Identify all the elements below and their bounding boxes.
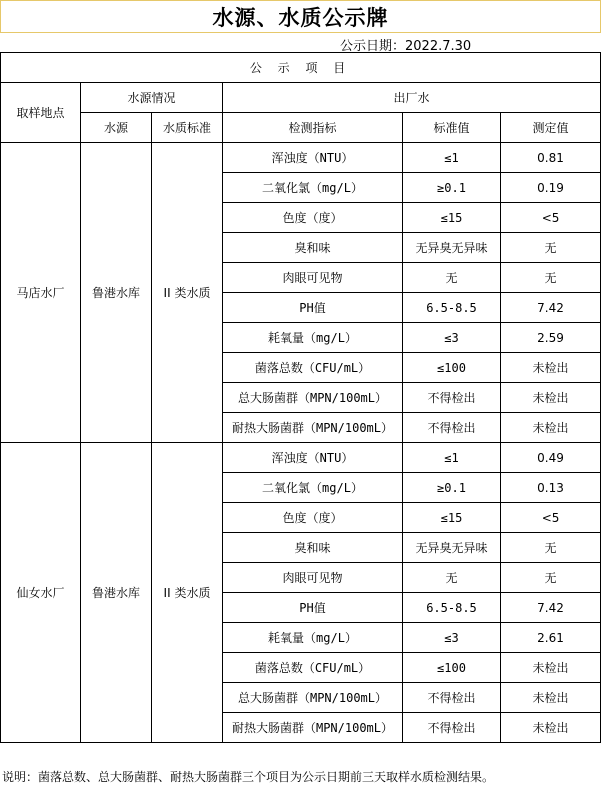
indicator-cell: 二氧化氯（mg/L） (223, 473, 403, 503)
indicator-cell: 耐热大肠菌群（MPN/100mL） (223, 713, 403, 743)
header-standard-value: 标准值 (403, 113, 501, 143)
standard-cell: 不得检出 (403, 683, 501, 713)
measured-cell: 7.42 (501, 293, 601, 323)
standard-cell: ≤15 (403, 503, 501, 533)
indicator-cell: 肉眼可见物 (223, 563, 403, 593)
standard-cell: ≤1 (403, 443, 501, 473)
indicator-cell: 菌落总数（CFU/mL） (223, 353, 403, 383)
measured-cell: 无 (501, 533, 601, 563)
publish-date: 公示日期：2022.7.30 (340, 39, 472, 54)
measured-cell: 未检出 (501, 713, 601, 743)
standard-cell: 不得检出 (403, 713, 501, 743)
standard-cell: ≥0.1 (403, 173, 501, 203)
header-outlet-water: 出厂水 (223, 83, 601, 113)
plant-name: 仙女水厂 (1, 443, 81, 743)
measured-cell: 0.19 (501, 173, 601, 203)
indicator-cell: 浑浊度（NTU） (223, 143, 403, 173)
header-quality-standard: 水质标准 (152, 113, 223, 143)
measured-cell: 0.81 (501, 143, 601, 173)
measured-cell: 无 (501, 563, 601, 593)
standard-cell: ≤15 (403, 203, 501, 233)
indicator-cell: PH值 (223, 593, 403, 623)
header-measured-value: 测定值 (501, 113, 601, 143)
indicator-cell: 色度（度） (223, 503, 403, 533)
standard-cell: ≤3 (403, 323, 501, 353)
measured-cell: 未检出 (501, 653, 601, 683)
header-indicator: 检测指标 (223, 113, 403, 143)
indicator-cell: 臭和味 (223, 533, 403, 563)
indicator-cell: 二氧化氯（mg/L） (223, 173, 403, 203)
measured-cell: 2.59 (501, 323, 601, 353)
indicator-cell: 浑浊度（NTU） (223, 443, 403, 473)
standard-cell: 无 (403, 563, 501, 593)
indicator-cell: 菌落总数（CFU/mL） (223, 653, 403, 683)
measured-cell: 7.42 (501, 593, 601, 623)
water-quality-class: II 类水质 (152, 443, 223, 743)
standard-cell: 不得检出 (403, 383, 501, 413)
standard-cell: 无 (403, 263, 501, 293)
measured-cell: 未检出 (501, 353, 601, 383)
indicator-cell: 色度（度） (223, 203, 403, 233)
footnote: 说明：菌落总数、总大肠菌群、耐热大肠菌群三个项目为公示日期前三天取样水质检测结果。 (2, 770, 495, 784)
water-source: 鲁港水库 (81, 443, 152, 743)
indicator-cell: 臭和味 (223, 233, 403, 263)
measured-cell: <5 (501, 203, 601, 233)
indicator-cell: 总大肠菌群（MPN/100mL） (223, 383, 403, 413)
measured-cell: 未检出 (501, 683, 601, 713)
standard-cell: ≤100 (403, 353, 501, 383)
page-title: 水源、水质公示牌 (212, 5, 389, 30)
indicator-cell: 总大肠菌群（MPN/100mL） (223, 683, 403, 713)
title-bar (0, 0, 601, 33)
standard-cell: 无异臭无异味 (403, 533, 501, 563)
standard-cell: ≤1 (403, 143, 501, 173)
indicator-cell: 耗氧量（mg/L） (223, 623, 403, 653)
indicator-cell: 耗氧量（mg/L） (223, 323, 403, 353)
measured-cell: 0.49 (501, 443, 601, 473)
standard-cell: 无异臭无异味 (403, 233, 501, 263)
measured-cell: 无 (501, 263, 601, 293)
standard-cell: 6.5-8.5 (403, 293, 501, 323)
plant-name: 马店水厂 (1, 143, 81, 443)
standard-cell: 不得检出 (403, 413, 501, 443)
measured-cell: 0.13 (501, 473, 601, 503)
header-source-info: 水源情况 (81, 83, 223, 113)
water-quality-class: II 类水质 (152, 143, 223, 443)
standard-cell: ≤100 (403, 653, 501, 683)
measured-cell: <5 (501, 503, 601, 533)
measured-cell: 未检出 (501, 413, 601, 443)
indicator-cell: 肉眼可见物 (223, 263, 403, 293)
indicator-cell: PH值 (223, 293, 403, 323)
water-quality-table (0, 52, 601, 743)
standard-cell: ≤3 (403, 623, 501, 653)
header-source: 水源 (81, 113, 152, 143)
table-heading: 公 示 项 目 (1, 53, 601, 83)
measured-cell: 未检出 (501, 383, 601, 413)
measured-cell: 2.61 (501, 623, 601, 653)
measured-cell: 无 (501, 233, 601, 263)
indicator-cell: 耐热大肠菌群（MPN/100mL） (223, 413, 403, 443)
standard-cell: 6.5-8.5 (403, 593, 501, 623)
table-row (1, 443, 601, 473)
table-row (1, 143, 601, 173)
water-source: 鲁港水库 (81, 143, 152, 443)
standard-cell: ≥0.1 (403, 473, 501, 503)
header-sampling-site: 取样地点 (1, 83, 81, 143)
